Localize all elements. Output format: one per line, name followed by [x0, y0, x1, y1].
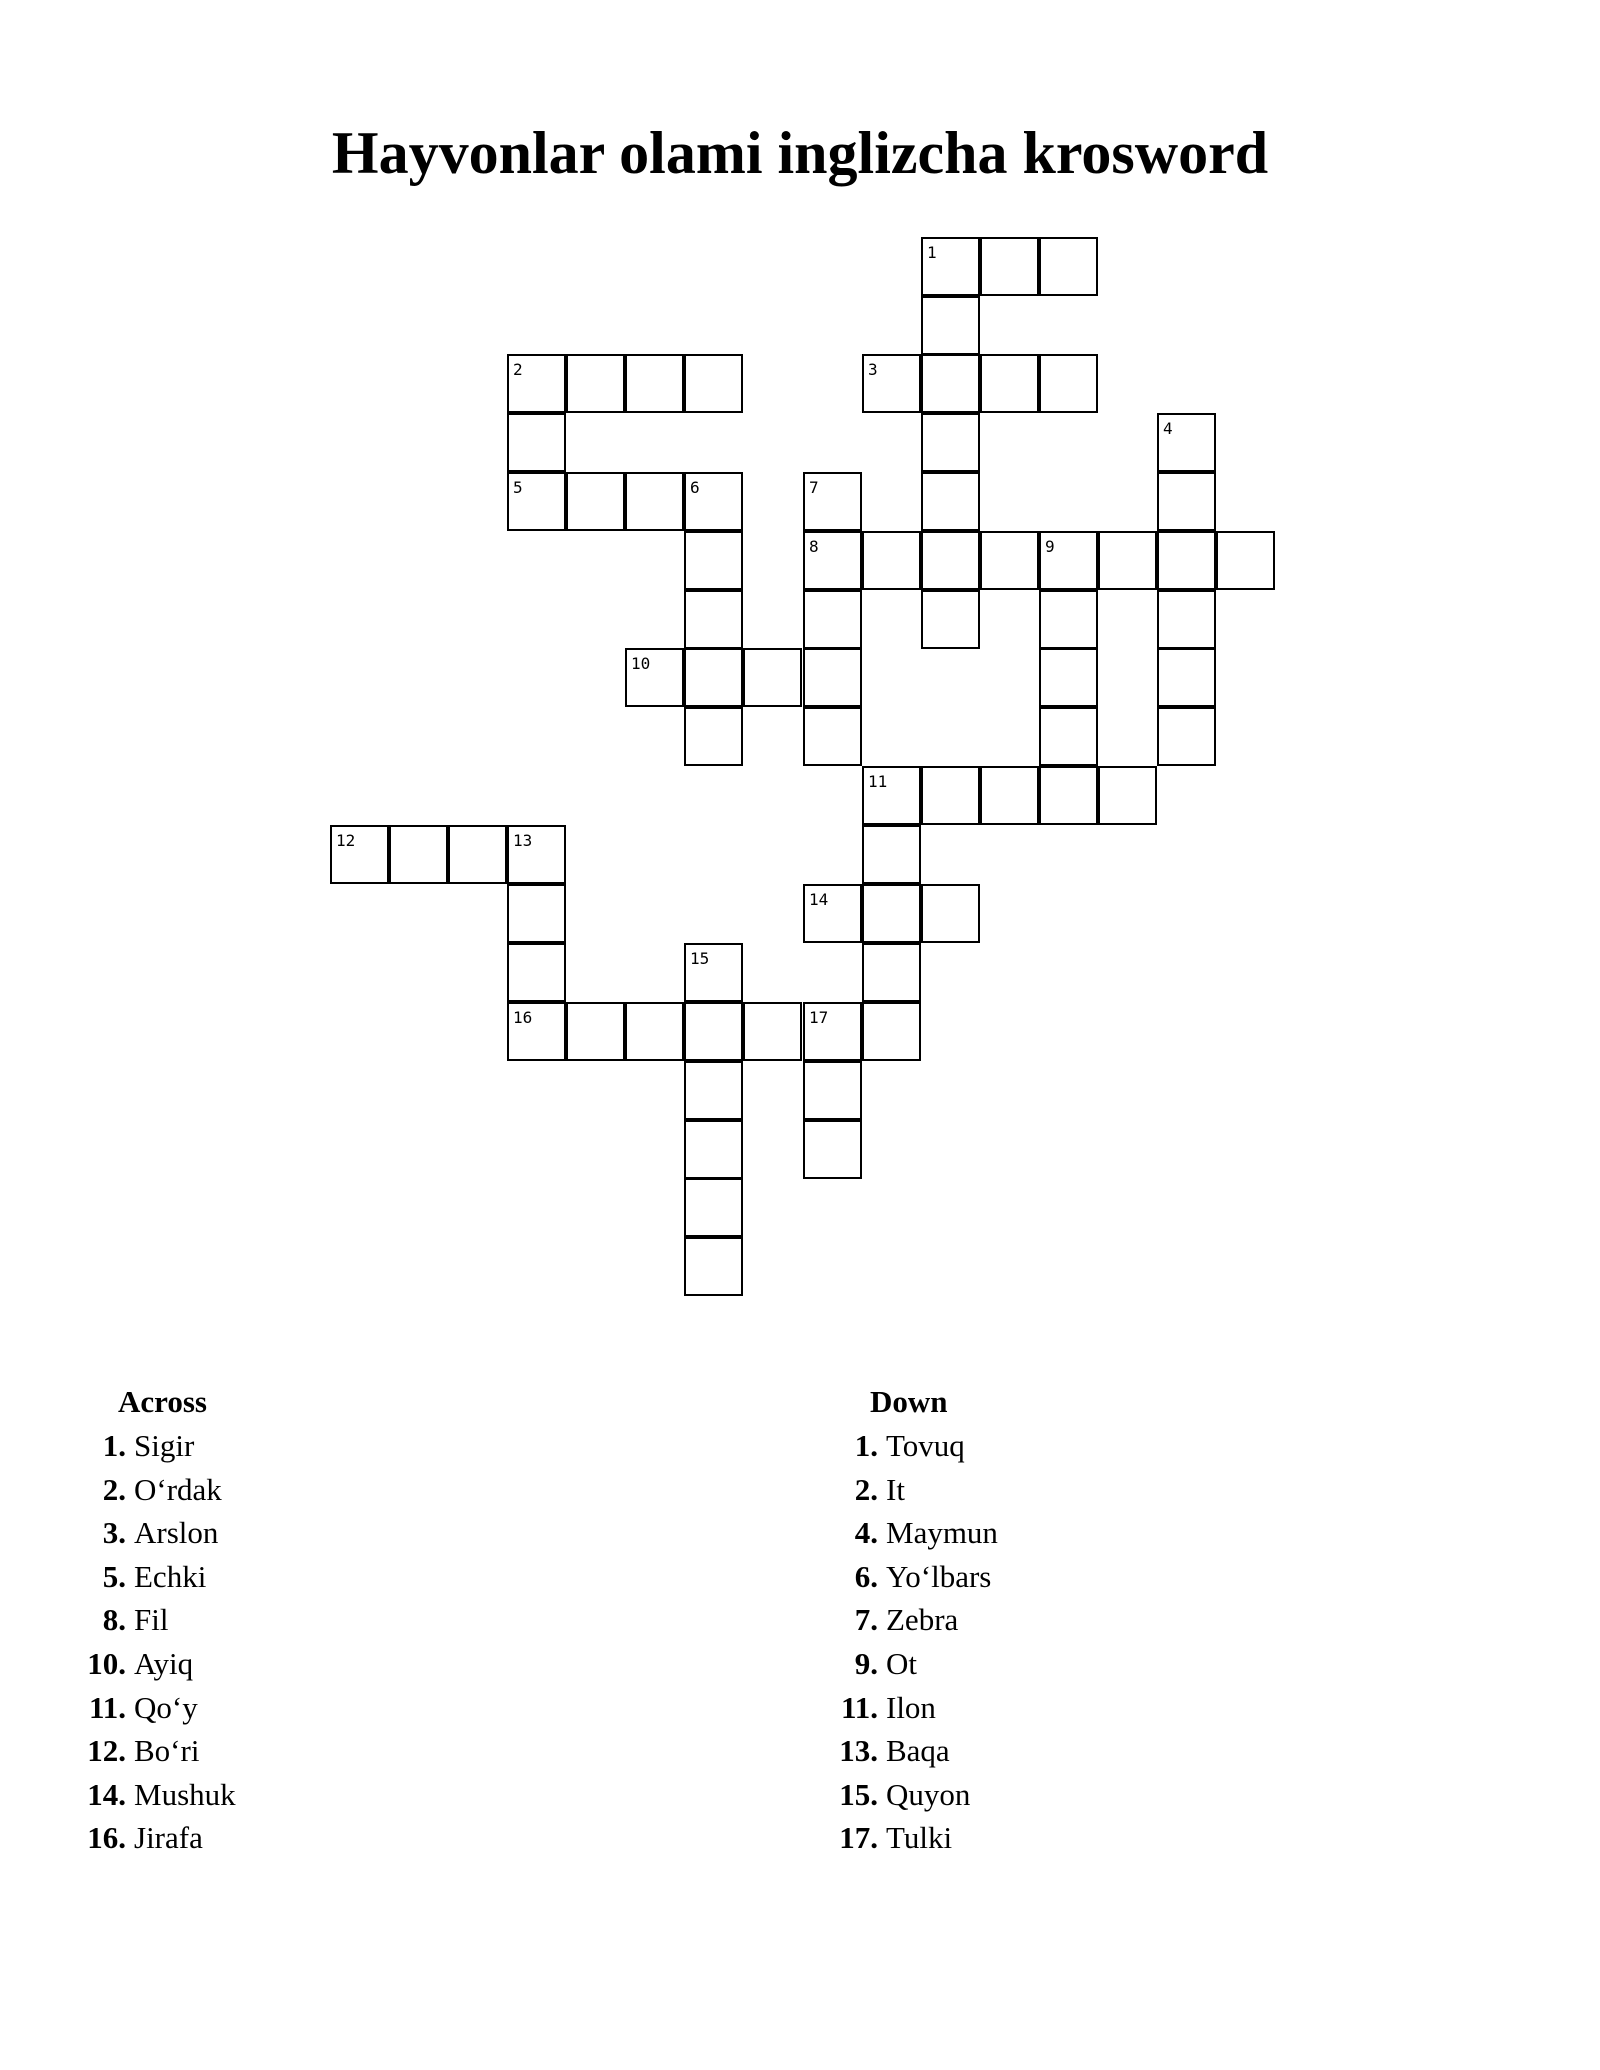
cell-number: 7 [809, 478, 819, 497]
across-heading: Across [118, 1384, 207, 1419]
crossword-cell[interactable] [1157, 531, 1216, 590]
down-clue [808, 1686, 1208, 1730]
clue-text: Tovuq [886, 1428, 965, 1463]
clue-number: 11. [840, 1689, 878, 1725]
clue-text: Ilon [886, 1689, 936, 1725]
crossword-cell[interactable] [625, 648, 684, 707]
crossword-cell[interactable] [803, 648, 862, 707]
crossword-cell[interactable] [803, 590, 862, 649]
down-clue [808, 1729, 1208, 1773]
clue-text: Mushuk [134, 1776, 236, 1812]
clue-number: 1. [854, 1428, 878, 1463]
down-clue [808, 1424, 1208, 1468]
down-heading: Down [870, 1384, 948, 1419]
crossword-cell[interactable] [803, 1120, 862, 1179]
clue-number: 9. [854, 1645, 878, 1681]
crossword-cell[interactable] [566, 354, 625, 413]
crossword-cell[interactable] [921, 531, 980, 590]
crossword-cell[interactable] [389, 825, 448, 884]
crossword-cell[interactable] [684, 707, 743, 766]
crossword-cell[interactable] [684, 1178, 743, 1237]
cell-number: 2 [513, 360, 523, 379]
across-clue [60, 1816, 460, 1860]
clue-number: 14. [87, 1776, 126, 1812]
cell-number: 3 [868, 360, 878, 379]
crossword-cell[interactable] [1157, 707, 1216, 766]
clue-number: 11. [88, 1689, 126, 1725]
crossword-cell[interactable] [921, 472, 980, 531]
crossword-cell[interactable] [921, 237, 980, 296]
clue-text: Tulki [886, 1820, 953, 1856]
clue-number: 2. [102, 1471, 126, 1507]
crossword-cell[interactable] [1157, 472, 1216, 531]
crossword-cell[interactable] [1039, 648, 1098, 707]
clue-text: Ayiq [134, 1645, 194, 1681]
clue-number: 15. [839, 1776, 878, 1812]
clue-number: 2. [854, 1471, 878, 1507]
clue-text: Fil [134, 1602, 169, 1638]
crossword-cell[interactable] [803, 1061, 862, 1120]
crossword-cell[interactable] [921, 590, 980, 649]
crossword-cell[interactable] [684, 1237, 743, 1296]
crossword-cell[interactable] [1039, 590, 1098, 649]
crossword-cell[interactable] [803, 531, 862, 590]
clue-text: Quyon [886, 1776, 971, 1812]
crossword-cell[interactable] [684, 648, 743, 707]
down-clue [808, 1642, 1208, 1686]
down-clue [808, 1555, 1208, 1599]
clue-text: Qoʻy [134, 1689, 198, 1725]
clue-number: 17. [839, 1820, 878, 1856]
crossword-cell[interactable] [1039, 237, 1098, 296]
across-clue [60, 1729, 460, 1773]
down-clue [808, 1598, 1208, 1642]
clue-number: 13. [839, 1733, 878, 1769]
cell-number: 10 [631, 654, 651, 673]
crossword-cell[interactable] [1039, 766, 1098, 825]
cell-number: 14 [809, 890, 829, 909]
clue-text: Oʻrdak [134, 1471, 222, 1507]
crossword-cell[interactable] [507, 472, 566, 531]
crossword-cell[interactable] [803, 472, 862, 531]
crossword-cell[interactable] [743, 1002, 802, 1061]
crossword-cell[interactable] [684, 1002, 743, 1061]
clue-number: 5. [102, 1558, 126, 1594]
cell-number: 11 [868, 772, 888, 791]
clue-text: Arslon [134, 1515, 219, 1551]
crossword-cell[interactable] [1157, 648, 1216, 707]
clue-number: 7. [854, 1602, 878, 1638]
crossword-cell[interactable] [980, 766, 1039, 825]
clue-number: 10. [87, 1645, 126, 1681]
crossword-cell[interactable] [684, 354, 743, 413]
crossword-cell[interactable] [1098, 766, 1157, 825]
crossword-cell[interactable] [330, 825, 389, 884]
across-clue [60, 1511, 460, 1555]
crossword-cell[interactable] [862, 354, 921, 413]
clue-text: Echki [134, 1558, 207, 1594]
cell-number: 4 [1163, 419, 1173, 438]
cell-number: 6 [690, 478, 700, 497]
clue-text: Boʻri [134, 1733, 200, 1769]
crossword-cell[interactable] [1216, 531, 1275, 590]
crossword-cell[interactable] [566, 1002, 625, 1061]
cell-number: 15 [690, 949, 710, 968]
crossword-cell[interactable] [507, 943, 566, 1002]
across-clues [60, 1380, 460, 1860]
crossword-cell[interactable] [921, 884, 980, 943]
clue-number: 3. [102, 1515, 126, 1551]
clue-text: Baqa [886, 1733, 950, 1769]
crossword-cell[interactable] [921, 766, 980, 825]
crossword-cell[interactable] [862, 531, 921, 590]
cell-number: 8 [809, 537, 819, 556]
down-clue [808, 1816, 1208, 1860]
clue-number: 12. [87, 1733, 126, 1769]
crossword-cell[interactable] [625, 354, 684, 413]
clue-number: 16. [87, 1820, 126, 1856]
crossword-cell[interactable] [803, 707, 862, 766]
down-clue [808, 1773, 1208, 1817]
crossword-cell[interactable] [1039, 354, 1098, 413]
across-clue [60, 1773, 460, 1817]
crossword-cell[interactable] [921, 296, 980, 355]
cell-number: 13 [513, 831, 533, 850]
across-clue-list [60, 1424, 460, 1860]
cell-number: 9 [1045, 537, 1055, 556]
cell-number: 1 [927, 243, 937, 262]
crossword-cell[interactable] [684, 943, 743, 1002]
clue-number: 6. [854, 1558, 878, 1594]
page-title: Hayvonlar olami inglizcha krosword [331, 120, 1269, 186]
down-clues [808, 1380, 1208, 1860]
crossword-cell[interactable] [1039, 531, 1098, 590]
crossword-cell[interactable] [803, 884, 862, 943]
crossword-cell[interactable] [1039, 707, 1098, 766]
crossword-cell[interactable] [980, 237, 1039, 296]
clue-text: Ot [886, 1645, 917, 1681]
across-clue [60, 1642, 460, 1686]
crossword-cell[interactable] [1098, 531, 1157, 590]
crossword-cell[interactable] [803, 1002, 862, 1061]
crossword-cell[interactable] [684, 1120, 743, 1179]
cell-number: 5 [513, 478, 523, 497]
across-clue [60, 1686, 460, 1730]
down-clue-list [808, 1424, 1208, 1860]
clue-text: Yoʻlbars [886, 1558, 992, 1594]
crossword-cell[interactable] [1157, 590, 1216, 649]
crossword-cell[interactable] [507, 354, 566, 413]
clue-number: 8. [102, 1602, 126, 1638]
cell-number: 16 [513, 1008, 533, 1027]
down-clue [808, 1468, 1208, 1512]
crossword-cell[interactable] [862, 943, 921, 1002]
crossword-cell[interactable] [1157, 413, 1216, 472]
crossword-cell[interactable] [507, 884, 566, 943]
crossword-cell[interactable] [625, 1002, 684, 1061]
crossword-cell[interactable] [507, 825, 566, 884]
crossword-cell[interactable] [684, 531, 743, 590]
clue-number: 1. [102, 1428, 126, 1463]
cell-number: 17 [809, 1008, 829, 1027]
crossword-cell[interactable] [980, 354, 1039, 413]
clue-text: Sigir [134, 1428, 195, 1463]
clue-text: Zebra [886, 1602, 959, 1638]
across-clue [60, 1598, 460, 1642]
crossword-cell[interactable] [684, 472, 743, 531]
crossword-cell[interactable] [862, 1002, 921, 1061]
across-clue [60, 1555, 460, 1599]
cell-number: 12 [336, 831, 356, 850]
across-clue [60, 1424, 460, 1468]
clue-text: Jirafa [134, 1820, 203, 1856]
crossword-cell[interactable] [684, 1061, 743, 1120]
clue-number: 4. [854, 1515, 878, 1551]
crossword-cell[interactable] [921, 354, 980, 413]
crossword-cell[interactable] [862, 884, 921, 943]
crossword-cell[interactable] [507, 413, 566, 472]
crossword-cell[interactable] [743, 648, 802, 707]
down-clue [808, 1511, 1208, 1555]
clue-text: Maymun [886, 1515, 998, 1551]
crossword-cell[interactable] [448, 825, 507, 884]
crossword-cell[interactable] [980, 531, 1039, 590]
clue-text: It [886, 1471, 905, 1507]
crossword-cell[interactable] [684, 590, 743, 649]
across-clue [60, 1468, 460, 1512]
crossword-cell[interactable] [921, 413, 980, 472]
crossword-cell[interactable] [566, 472, 625, 531]
crossword-cell[interactable] [862, 766, 921, 825]
crossword-cell[interactable] [862, 825, 921, 884]
crossword-cell[interactable] [625, 472, 684, 531]
crossword-cell[interactable] [507, 1002, 566, 1061]
